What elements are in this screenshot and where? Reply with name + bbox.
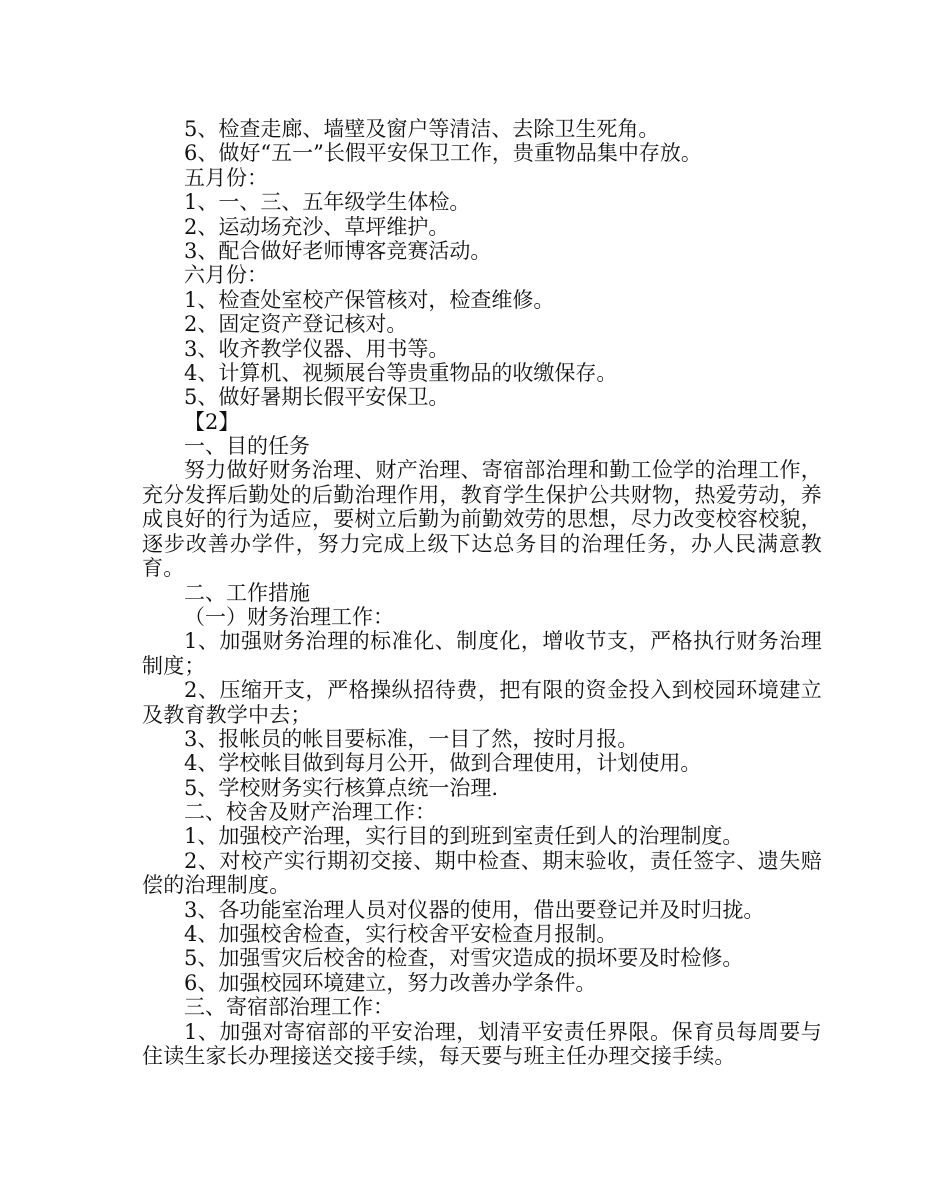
text-line: 4、计算机、视频展台等贵重物品的收缴保存。 [184,360,618,385]
text-line: 2、运动场充沙、草坪维护。 [184,214,450,239]
section-heading-june: 六月份： [184,263,268,288]
section-heading: 二、工作措施 [184,580,310,605]
subsection-heading: （一）财务治理工作： [184,604,394,629]
text-line: 3、各功能室治理人员对仪器的使用，借出要登记并及时归拢。 [184,897,765,922]
text-line: 2、固定资产登记核对。 [184,312,408,337]
text-line: 3、报帐员的帐目要标准，一目了然，按时月报。 [184,726,639,751]
text-line: 6、加强校园环境建立，努力改善办学条件。 [184,970,597,995]
document-page [142,117,822,1068]
text-line: 5、做好暑期长假平安保卫。 [184,385,450,410]
text-line: 6、做好“五一”长假平安保卫工作，贵重物品集中存放。 [184,141,702,166]
section-heading: 二、校舍及财产治理工作： [184,800,436,825]
section-heading: 三、寄宿部治理工作： [184,995,394,1020]
text-line: 1、加强校产治理，实行目的到班到室责任到人的治理制度。 [184,824,744,849]
paragraph: 2、对校产实行期初交接、期中检查、期末验收，责任签字、遗失赔偿的治理制度。 [142,848,822,898]
text-line: 3、收齐教学仪器、用书等。 [184,336,450,361]
text-line: 5、加强雪灾后校舍的检查，对雪灾造成的损坏要及时检修。 [184,946,744,971]
text-line: 3、配合做好老师博客竞赛活动。 [184,238,492,263]
section-heading-may: 五月份： [184,165,268,190]
text-line: 4、加强校舍检查，实行校舍平安检查月报制。 [184,922,618,947]
section-number: 【2】 [184,409,240,434]
paragraph: 2、压缩开支，严格操纵招待费，把有限的资金投入到校园环境建立及教育教学中去； [142,678,822,727]
text-line: 1、一、三、五年级学生体检。 [184,190,471,215]
text-line: 1、检查处室校产保管核对，检查维修。 [184,287,555,312]
paragraph: 1、加强对寄宿部的平安治理，划清平安责任界限。保育员每周要与住读生家长办理接送交接手续，每天要与班主任办理交接手续。 [142,1019,822,1069]
text-line: 5、学校财务实行核算点统一治理. [184,775,499,800]
paragraph: 1、加强财务治理的标准化、制度化，增收节支，严格执行财务治理制度； [142,629,822,678]
paragraph: 努力做好财务治理、财产治理、寄宿部治理和勤工俭学的治理工作，充分发挥后勤处的后勤治理作用，教育学生保护公共财物，热爱劳动，养成良好的行为适应，要树立后勤为前勤效劳的思想，尽力改变校容校貌，逐步改善办学件，努力完成上级下达总务目的治理任务，办人民满意教育。 [142,458,822,581]
text-line: 5、检查走廊、墙壁及窗户等清洁、去除卫生死角。 [184,117,660,141]
text-line: 4、学校帐目做到每月公开，做到合理使用，计划使用。 [184,751,702,776]
section-heading: 一、目的任务 [184,434,310,459]
